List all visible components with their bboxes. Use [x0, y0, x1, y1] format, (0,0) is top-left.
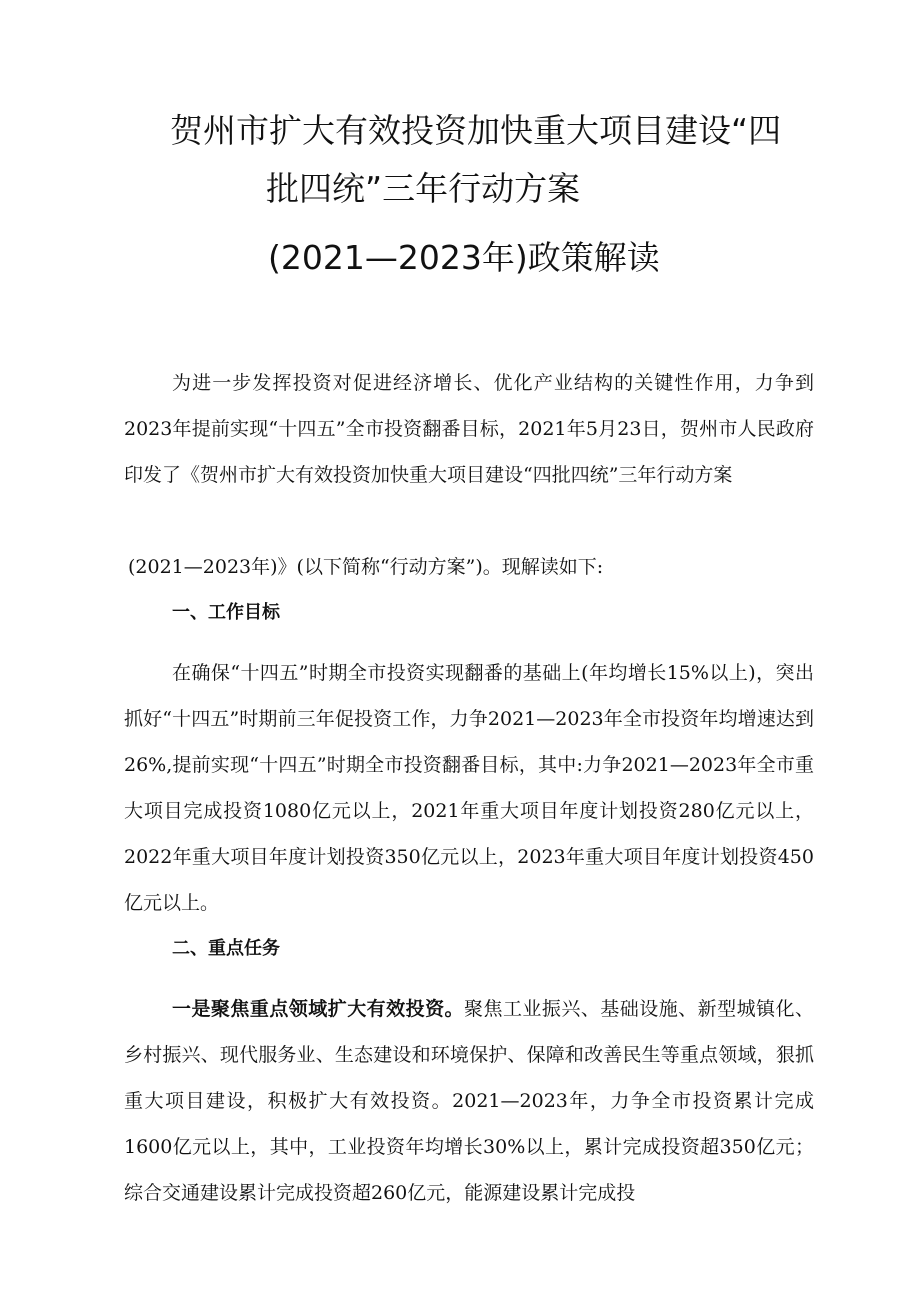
title-line-3: (2021—2023年)政策解读 — [268, 238, 660, 277]
section-heading-tasks: 二、重点任务 — [172, 938, 280, 959]
goals-paragraph: 在确保“十四五”时期全市投资实现翻番的基础上(年均增长15%以上)，突出抓好“十四五”时期前三年促投资工作，力争2021—2023年全市投资年均增速达到26%,提前实现“十四五”时期全市投资翻番目标，其中:力争2021—2023年全市重大项目完成投资1080亿元以上，2021年重大项目年度计划投资280亿元以上，2022年重大项目年度计划投资350亿元以上，2023年重大项目年度计划投资450亿元以上。 — [124, 662, 814, 914]
title-line-1: 贺州市扩大有效投资加快重大项目建设“四 — [170, 111, 782, 150]
intro-continuation: (2021—2023年)》(以下简称“行动方案”)。现解读如下: — [128, 556, 604, 578]
section-heading-goals: 一、工作目标 — [172, 602, 280, 623]
tasks-lead: 一是聚焦重点领域扩大有效投资。 — [172, 998, 465, 1020]
tasks-paragraph — [124, 986, 814, 1216]
intro-paragraph: 为进一步发挥投资对促进经济增长、优化产业结构的关键性作用，力争到2023年提前实现“十四五”全市投资翻番目标，2021年5月23日，贺州市人民政府印发了《贺州市扩大有效投资加快重大项目建设“四批四统”三年行动方案 — [124, 372, 814, 486]
title-line-2: 批四统”三年行动方案 — [266, 169, 581, 208]
tasks-text: 聚焦工业振兴、基础设施、新型城镇化、乡村振兴、现代服务业、生态建设和环境保护、保障和改善民生等重点领域，狠抓重大项目建设，积极扩大有效投资。2021—2023年，力争全市投资累计完成1600亿元以上，其中，工业投资年均增长30%以上，累计完成投资超350亿元；综合交通建设累计完成投资超260亿元，能源建设累计完成投 — [124, 998, 814, 1204]
